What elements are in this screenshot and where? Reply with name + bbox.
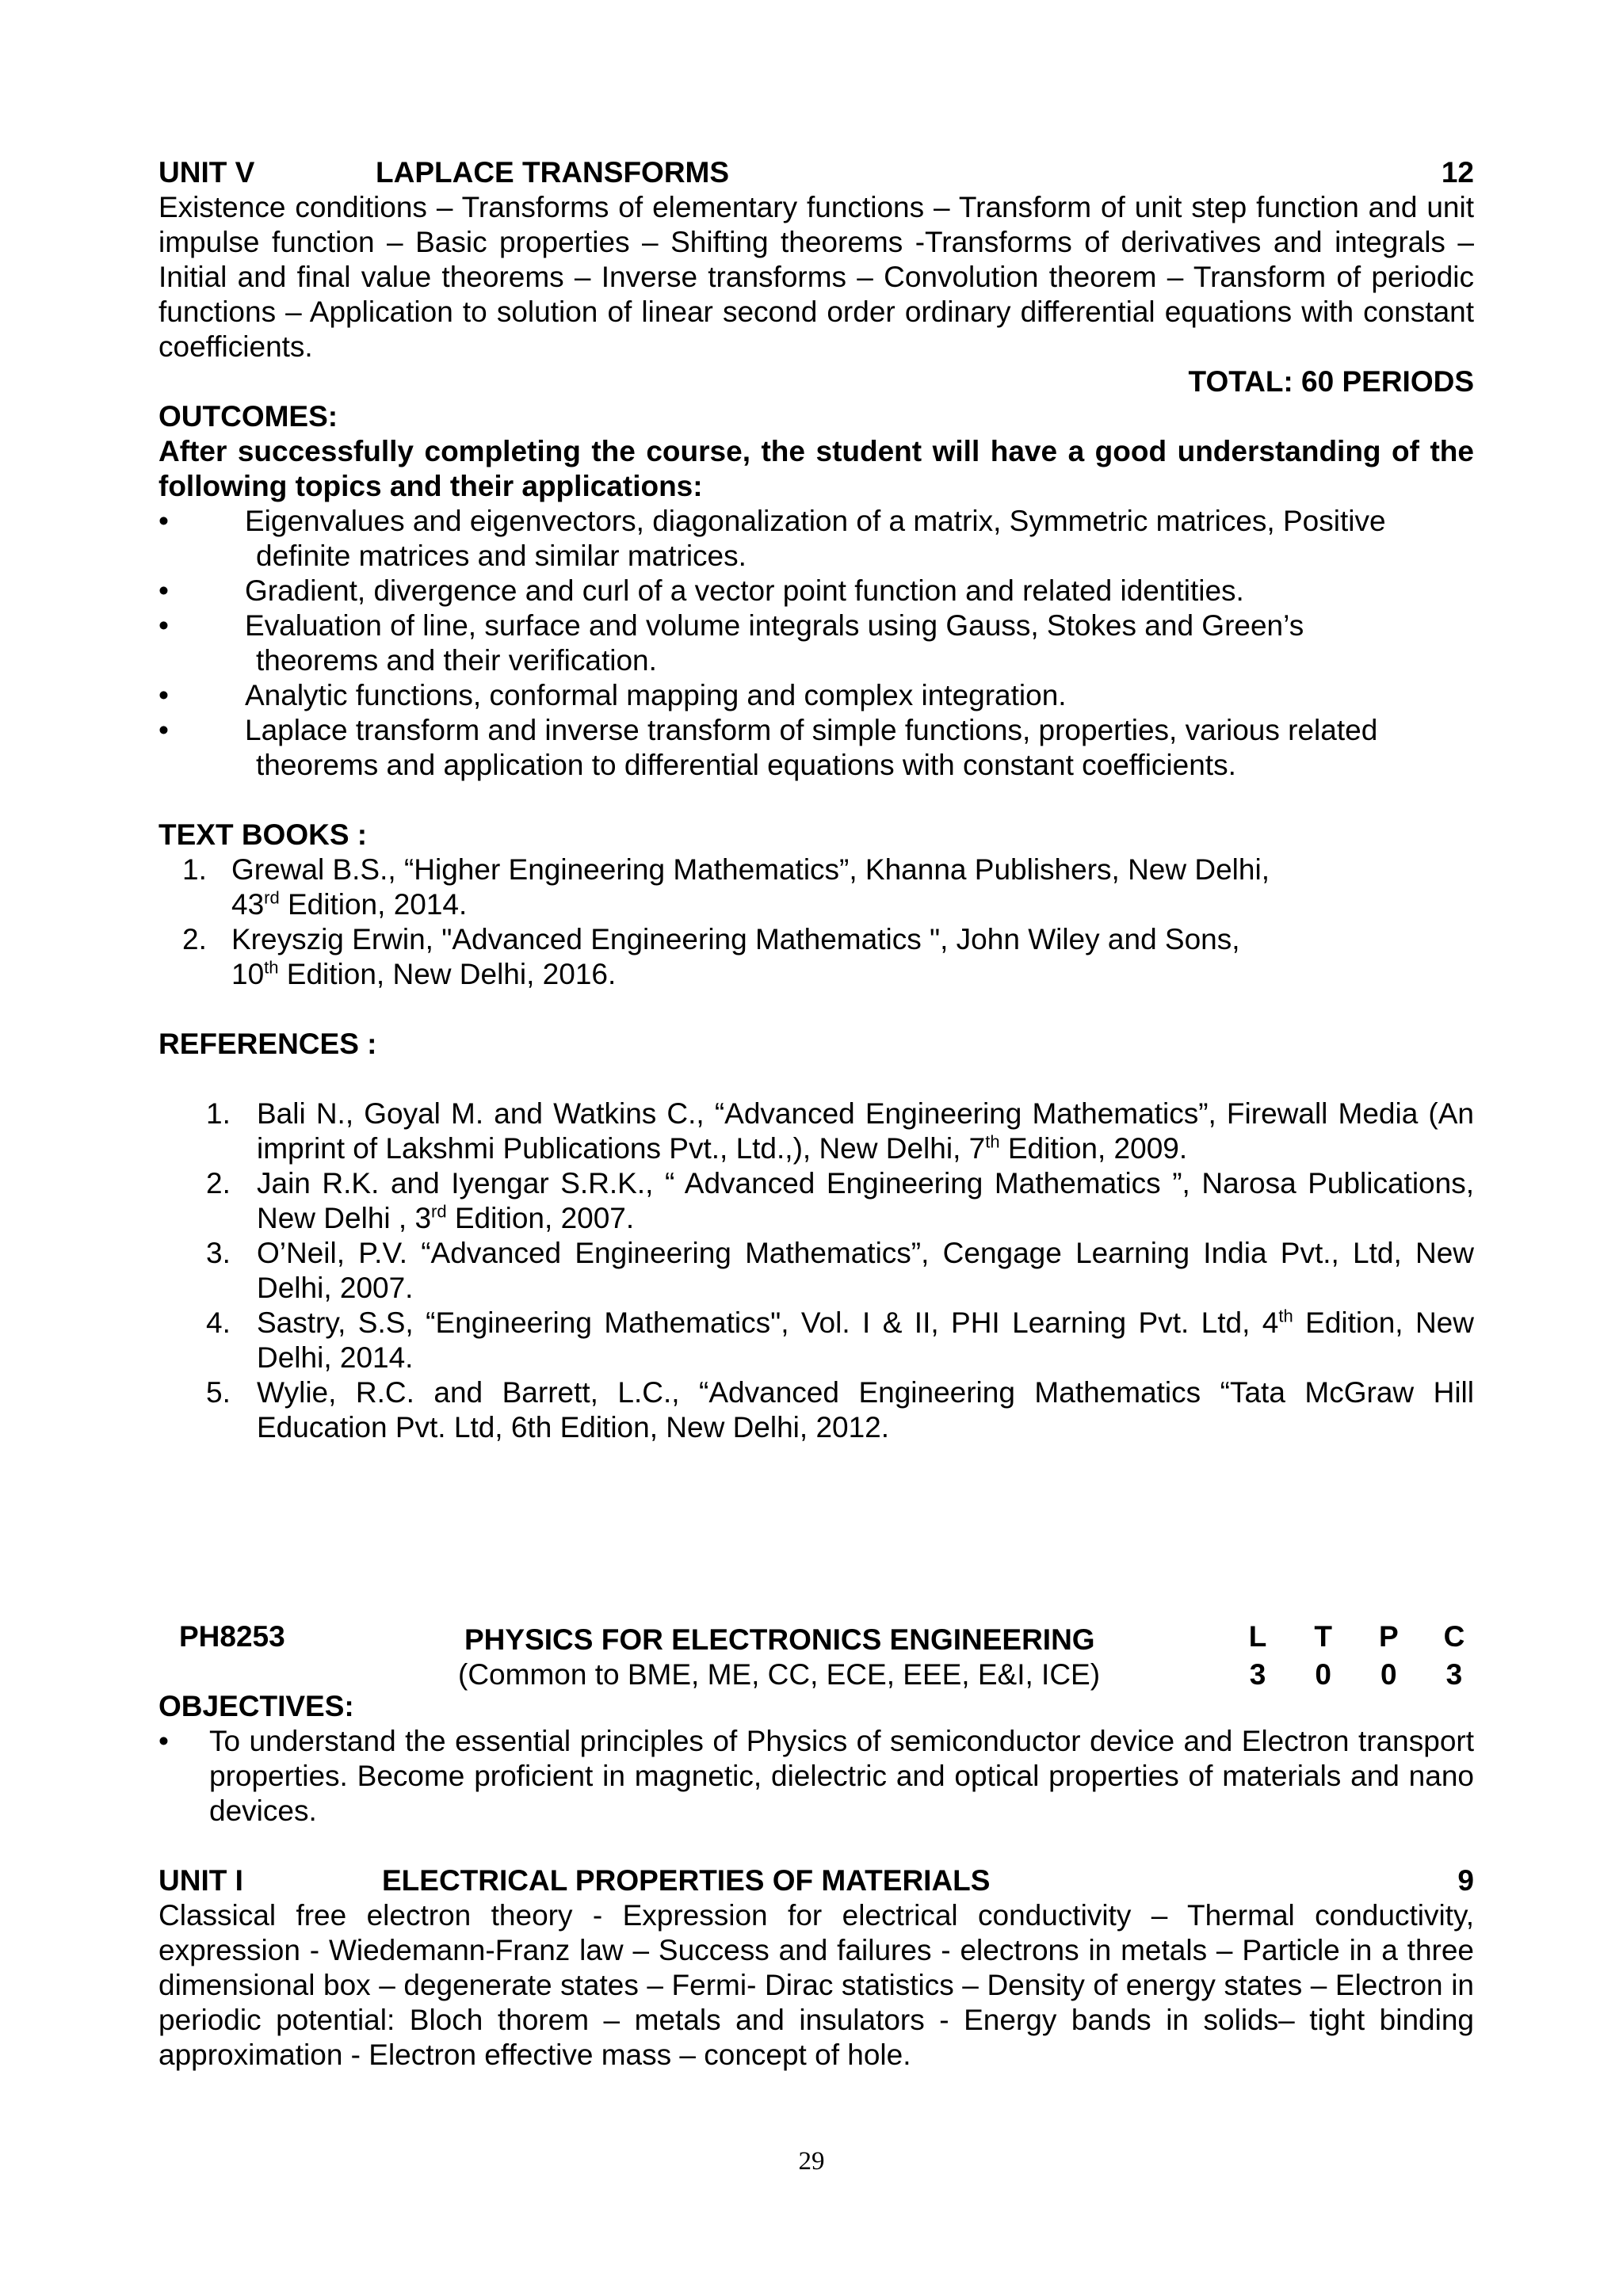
outcome-text: Laplace transform and inverse transform of simple functions, properties, various related (245, 714, 1378, 746)
ltpc-value-t: 0 (1315, 1658, 1331, 1691)
edition-number: 10 (231, 958, 265, 990)
unit-i-label-title (158, 1863, 990, 1898)
book-title: Grewal B.S., “Higher Engineering Mathematics”, Khanna Publishers, New Delhi, (231, 853, 1270, 886)
book-title: Kreyszig Erwin, "Advanced Engineering Mathematics ", John Wiley and Sons, (231, 923, 1240, 955)
references-list (158, 1097, 1474, 1445)
bullet-icon: • (158, 574, 169, 607)
outcomes-list (158, 504, 1474, 783)
unit-label: UNIT V (158, 156, 255, 189)
objectives-heading: OBJECTIVES: (158, 1690, 354, 1722)
item-number: 2. (206, 1167, 231, 1199)
unit-v-header (158, 155, 1474, 190)
reference-text: Jain R.K. and Iyengar S.R.K., “ Advanced Engineering Mathematics ”, Narosa Publications, New Delhi , 3 (257, 1167, 1474, 1234)
list-item (158, 574, 1474, 608)
reference-text: O’Neil, P.V. “Advanced Engineering Mathematics”, Cengage Learning India Pvt., Ltd, New Delhi, 2007. (257, 1237, 1474, 1304)
unit-label: UNIT I (158, 1864, 243, 1897)
item-number: 1. (206, 1097, 231, 1130)
total-periods: TOTAL: 60 PERIODS (1188, 365, 1474, 398)
list-item (158, 713, 1474, 783)
unit-i-body: Classical free electron theory - Expression for electrical conductivity – Thermal conductivity, expression - Wiedemann-Franz law – Success and failures - electrons in metals – Particle in a three dimensional box – degenerate states – Fermi- Dirac statistics – Density of energy states – Electron in periodic potential: Bloch thorem – metals and insulators - Energy bands in solids– tight binding approximation - Electron effective mass – concept of hole. (158, 1899, 1474, 2071)
list-item (158, 852, 1474, 922)
item-number: 1. (182, 853, 207, 886)
bullet-icon: • (158, 679, 169, 711)
ltpc-header-c: C (1443, 1620, 1465, 1653)
reference-text-end: Edition, 2007. (446, 1202, 635, 1234)
list-item (158, 1375, 1474, 1445)
list-item (158, 1097, 1474, 1166)
outcome-text-cont: definite matrices and similar matrices. (256, 540, 747, 572)
edition-number: 43 (231, 888, 265, 921)
ltpc-header-t: T (1314, 1620, 1332, 1653)
unit-v-body: Existence conditions – Transforms of elementary functions – Transform of unit step function and unit impulse function – Basic properties – Shifting theorems -Transforms of derivatives and integrals – Initial and final value theorems – Inverse transforms – Convolution theorem – Transform of periodic functions – Application to solution of linear second order ordinary differential equations with constant coefficients. (158, 191, 1474, 363)
bullet-icon: • (158, 1725, 169, 1757)
objective-text: To understand the essential principles of Physics of semiconductor device and Electron transport properties. Become proficient in magnetic, dielectric and optical properties of materials and nano devices. (209, 1725, 1474, 1827)
references-heading: REFERENCES : (158, 1028, 377, 1060)
edition-suffix: th (985, 1131, 1000, 1152)
unit-v-label-title (158, 155, 729, 190)
course-subtitle: (Common to BME, ME, CC, ECE, EEE, E&I, ICE) (458, 1658, 1101, 1691)
unit-title: LAPLACE TRANSFORMS (376, 156, 730, 189)
edition-suffix: th (1278, 1306, 1293, 1326)
outcome-text-cont: theorems and their verification. (256, 644, 657, 677)
reference-text-end: Edition, 2009. (999, 1132, 1188, 1165)
list-item (158, 608, 1474, 678)
edition-text: Edition, 2014. (279, 888, 468, 921)
edition-suffix: rd (264, 887, 280, 908)
outcome-text: Analytic functions, conformal mapping and complex integration. (245, 679, 1067, 711)
outcome-text: Eigenvalues and eigenvectors, diagonalization of a matrix, Symmetric matrices, Positive (245, 505, 1386, 537)
reference-text-end: Edition, New Delhi, 2014. (257, 1306, 1474, 1374)
list-item (158, 1306, 1474, 1375)
objectives-list (158, 1724, 1474, 1829)
outcomes-heading: OUTCOMES: (158, 400, 338, 433)
reference-text: Sastry, S.S, “Engineering Mathematics", Vol. I & II, PHI Learning Pvt. Ltd, 4 (257, 1306, 1279, 1339)
list-item (158, 678, 1474, 713)
ltpc-values (1238, 1657, 1474, 1692)
ltpc-value-p: 0 (1381, 1658, 1397, 1691)
item-number: 2. (182, 923, 207, 955)
list-item (158, 504, 1474, 574)
bullet-icon: • (158, 505, 169, 537)
ltpc-value-l: 3 (1249, 1658, 1266, 1691)
text-books-list (158, 852, 1474, 992)
ltpc-header-p: P (1378, 1620, 1399, 1653)
ltpc-headers (1238, 1619, 1474, 1654)
course-title: PHYSICS FOR ELECTRONICS ENGINEERING (464, 1623, 1095, 1656)
item-number: 3. (206, 1237, 231, 1269)
list-item (158, 1724, 1474, 1829)
outcome-text: Gradient, divergence and curl of a vector point function and related identities. (245, 574, 1244, 607)
text-books-heading: TEXT BOOKS : (158, 818, 368, 851)
list-item (158, 1236, 1474, 1306)
edition-text: Edition, New Delhi, 2016. (278, 958, 617, 990)
ltpc-header-l: L (1248, 1620, 1267, 1653)
item-number: 5. (206, 1376, 231, 1409)
course-header (158, 1619, 1474, 1689)
reference-text: Bali N., Goyal M. and Watkins C., “Advanced Engineering Mathematics”, Firewall Media (An imprint of Lakshmi Publications Pvt., Ltd.,), New Delhi, 7 (257, 1097, 1474, 1165)
outcome-text: Evaluation of line, surface and volume integrals using Gauss, Stokes and Green’s (245, 609, 1304, 642)
unit-i-header (158, 1863, 1474, 1898)
unit-hours: 9 (1457, 1864, 1474, 1897)
unit-title: ELECTRICAL PROPERTIES OF MATERIALS (382, 1864, 991, 1897)
outcome-text-cont: theorems and application to differential equations with constant coefficients. (256, 749, 1236, 781)
edition-suffix: rd (431, 1201, 447, 1222)
bullet-icon: • (158, 714, 169, 746)
ltpc-value-c: 3 (1445, 1658, 1463, 1691)
outcomes-intro: After successfully completing the course, the student will have a good understanding of the following topics and their applications: (158, 435, 1474, 502)
course-code: PH8253 (179, 1620, 285, 1653)
page-number: 29 (798, 2147, 825, 2176)
edition-suffix: th (264, 957, 279, 978)
unit-hours: 12 (1441, 156, 1474, 189)
page-content (158, 155, 1474, 2073)
item-number: 4. (206, 1306, 231, 1339)
list-item (158, 922, 1474, 992)
bullet-icon: • (158, 609, 169, 642)
list-item (158, 1166, 1474, 1236)
reference-text: Wylie, R.C. and Barrett, L.C., “Advanced Engineering Mathematics “Tata McGraw Hill Education Pvt. Ltd, 6th Edition, New Delhi, 2012. (257, 1376, 1474, 1444)
